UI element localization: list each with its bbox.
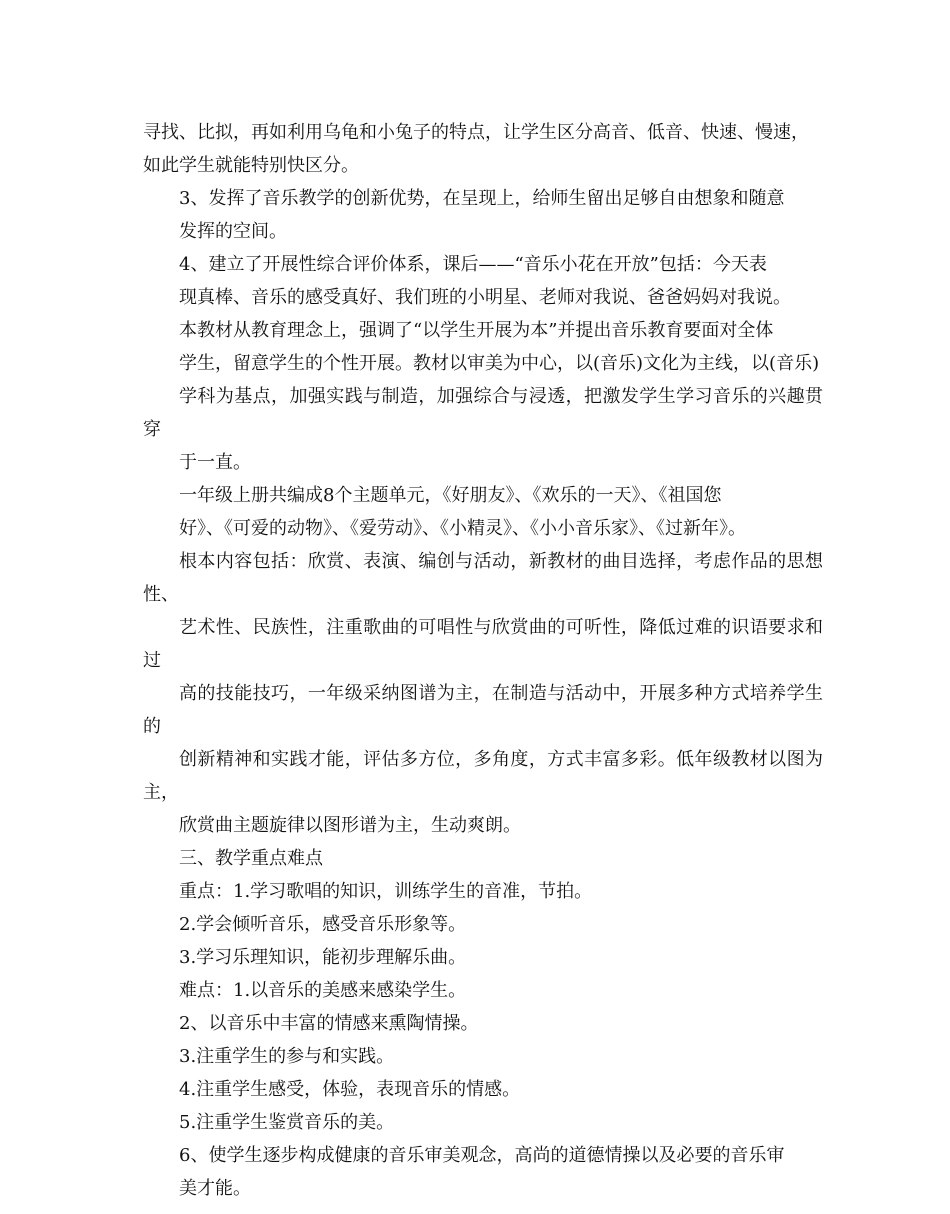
paragraph-para-philosophy <box>143 314 823 479</box>
text-line: 本教材从教育理念上，强调了“以学生开展为本”并提出音乐教育要面对全体 <box>179 320 774 341</box>
paragraph-heading-key-points <box>143 842 823 875</box>
text-line: 高的技能技巧，一年级采纳图谱为主，在制造与活动中，开展多种方式培养学生的 <box>143 683 823 737</box>
text-line: 发挥的空间。 <box>179 221 287 242</box>
text-line: 学科为基点，加强实践与制造，加强综合与浸透，把激发学生学习音乐的兴趣贯穿 <box>143 386 823 440</box>
text-line: 欣赏曲主题旋律以图形谱为主，生动爽朗。 <box>179 815 521 836</box>
text-line: 好》、《可爱的动物》、《爱劳动》、《小精灵》、《小小音乐家》、《过新年》。 <box>179 518 746 539</box>
text-line: 难点：1.以音乐的美感来感染学生。 <box>179 980 467 1001</box>
document-body <box>143 116 823 1205</box>
text-line: 6、使学生逐步构成健康的音乐审美观念，高尚的道德情操以及必要的音乐审 <box>179 1145 785 1166</box>
text-line: 重点：1.学习歌唱的知识，训练学生的音准，节拍。 <box>179 881 593 902</box>
text-line: 现真棒、音乐的感受真好、我们班的小明星、老师对我说、爸爸妈妈对我说。 <box>179 287 791 308</box>
text-line: 于一直。 <box>179 452 251 473</box>
text-line: 4.注重学生感受，体验，表现音乐的情感。 <box>179 1079 521 1100</box>
paragraph-difficulty-4 <box>143 1073 823 1106</box>
text-line: 根本内容包括：欣赏、表演、编创与活动，新教材的曲目选择，考虑作品的思想性、 <box>143 551 823 605</box>
paragraph-difficulty-6 <box>143 1139 823 1205</box>
text-line: 一年级上册共编成8个主题单元，《好朋友》、《欢乐的一天》、《祖国您 <box>179 485 722 506</box>
paragraph-difficulty-2 <box>143 1007 823 1040</box>
text-line: 美才能。 <box>179 1178 251 1199</box>
paragraph-para-grade-one <box>143 479 823 842</box>
text-line: 学生，留意学生的个性开展。教材以审美为中心，以(音乐)文化为主线，以(音乐) <box>179 353 820 374</box>
paragraph-para-continuation <box>143 116 823 182</box>
paragraph-para-point-4 <box>143 248 823 314</box>
text-line: 5.注重学生鉴赏音乐的美。 <box>179 1112 395 1133</box>
paragraph-difficulty-5 <box>143 1106 823 1139</box>
paragraph-difficulty-3 <box>143 1040 823 1073</box>
text-line: 4、建立了开展性综合评价体系，课后——“音乐小花在开放”包括：今天表 <box>179 254 767 275</box>
text-line: 2.学会倾听音乐，感受音乐形象等。 <box>179 914 467 935</box>
text-line: 寻找、比拟，再如利用乌龟和小兔子的特点，让学生区分高音、低音、快速、慢速， <box>143 122 809 143</box>
text-line: 艺术性、民族性，注重歌曲的可唱性与欣赏曲的可听性，降低过难的识语要求和过 <box>143 617 823 671</box>
paragraph-difficulty-1 <box>143 974 823 1007</box>
paragraph-key-point-3 <box>143 941 823 974</box>
text-line: 3.学习乐理知识，能初步理解乐曲。 <box>179 947 467 968</box>
text-line: 三、教学重点难点 <box>179 848 323 869</box>
paragraph-para-point-3 <box>143 182 823 248</box>
paragraph-key-point-1 <box>143 875 823 908</box>
text-line: 3、发挥了音乐教学的创新优势，在呈现上，给师生留出足够自由想象和随意 <box>179 188 785 209</box>
text-line: 3.注重学生的参与和实践。 <box>179 1046 395 1067</box>
text-line: 如此学生就能特别快区分。 <box>143 155 359 176</box>
paragraph-key-point-2 <box>143 908 823 941</box>
text-line: 创新精神和实践才能，评估多方位，多角度，方式丰富多彩。低年级教材以图为主， <box>143 749 823 803</box>
text-line: 2、以音乐中丰富的情感来熏陶情操。 <box>179 1013 479 1034</box>
